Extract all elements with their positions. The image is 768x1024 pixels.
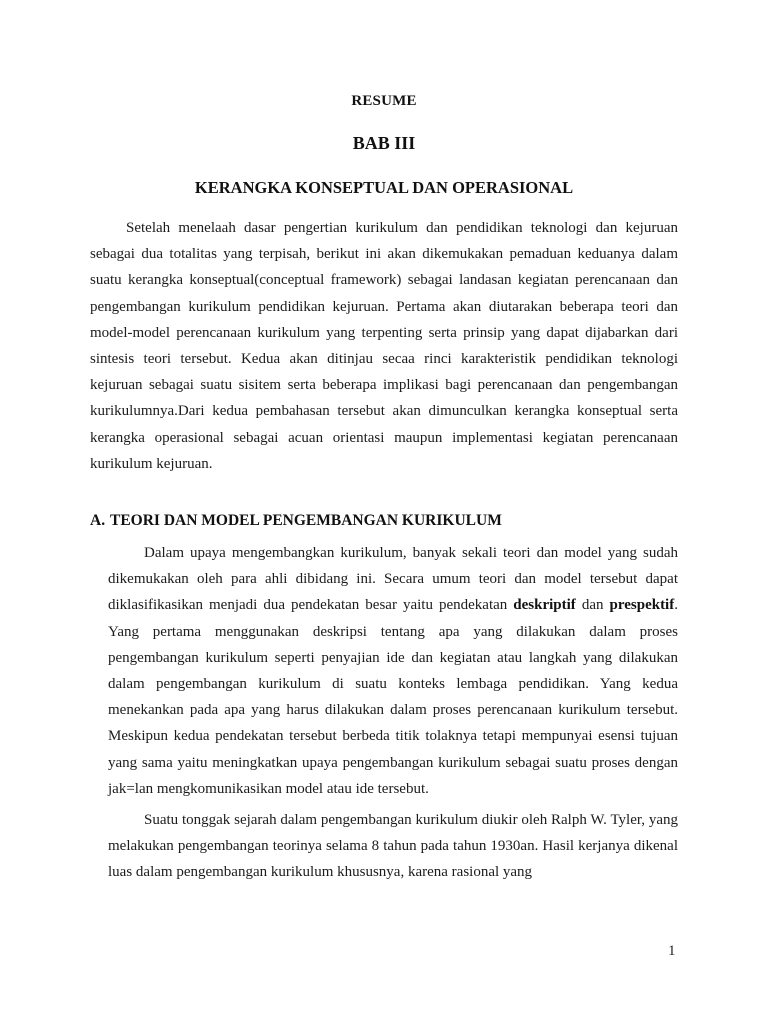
page-number: 1 [668,943,676,959]
section-a-paragraph-1 [108,540,678,802]
bold-term-deskriptif: deskriptif [513,597,576,614]
section-title: TEORI DAN MODEL PENGEMBANGAN KURIKULUM [110,512,502,529]
paragraph-text-middle: dan [575,597,610,614]
paragraph-text-after: . Yang pertama menggunakan deskripsi tentang apa yang dilakukan dalam proses pengembangan kurikulum seperti penyajian ide dan kegiatan atau langkah yang dilakukan dalam pengembangan kurikulum di suatu konteks lembaga pendidikan. Yang kedua menekankan pada apa yang harus dilakukan dalam proses perencanaan kurikulum tersebut. Meskipun kedua pendekatan tersebut berbeda titik tolaknya tetapi mempunyai esensi tujuan yang sama yaitu meningkatkan upaya pengembangan kurikulum sebagai suatu proses dengan jak=lan mengkomunikasikan model atau ide tersebut. [108,597,678,797]
section-letter: A. [90,512,106,529]
section-a-paragraph-2: Suatu tonggak sejarah dalam pengembangan kurikulum diukir oleh Ralph W. Tyler, yang melakukan pengembangan teorinya selama 8 tahun pada tahun 1930an. Hasil kerjanya dikenal luas dalam pengembangan kurikulum khususnya, karena rasional yang [108,812,678,881]
chapter-title: KERANGKA KONSEPTUAL DAN OPERASIONAL [194,178,574,197]
chapter-heading: BAB III [352,133,416,153]
paragraph-text-before: Dalam upaya mengembangkan kurikulum, banyak sekali teori dan model yang sudah dikemukakan oleh para ahli dibidang ini. Secara umum teori dan model tersebut dapat diklasifikasikan menjadi dua pendekatan besar yaitu pendekatan [108,545,678,614]
resume-heading: RESUME [351,93,417,109]
intro-paragraph: Setelah menelaah dasar pengertian kurikulum dan pendidikan teknologi dan kejuruan sebagai dua totalitas yang terpisah, berikut ini akan dikemukakan pemaduan keduanya dalam suatu kerangka konseptual(conceptual framework) sebagai landasan kegiatan perencanaan dan pengembangan kurikulum pendidikan kejuruan. Pertama akan diutarakan beberapa teori dan model-model perencanaan kurikulum yang terpenting serta prinsip yang dapat dijabarkan dari sintesis teori tersebut. Kedua akan ditinjau secaa rinci karakteristik pendidikan teknologi kejuruan sebagai suatu sisitem serta beberapa implikasi bagi perencanaan dan pengembangan kurikulumnya.Dari kedua pembahasan tersebut akan dimunculkan kerangka konseptual serta kerangka operasional sebagai acuan orientasi maupun implementasi kegiatan perencanaan kurikulum kejuruan. [90,220,678,472]
bold-term-prespektif: prespektif [609,597,675,614]
section-a-heading [90,512,502,530]
